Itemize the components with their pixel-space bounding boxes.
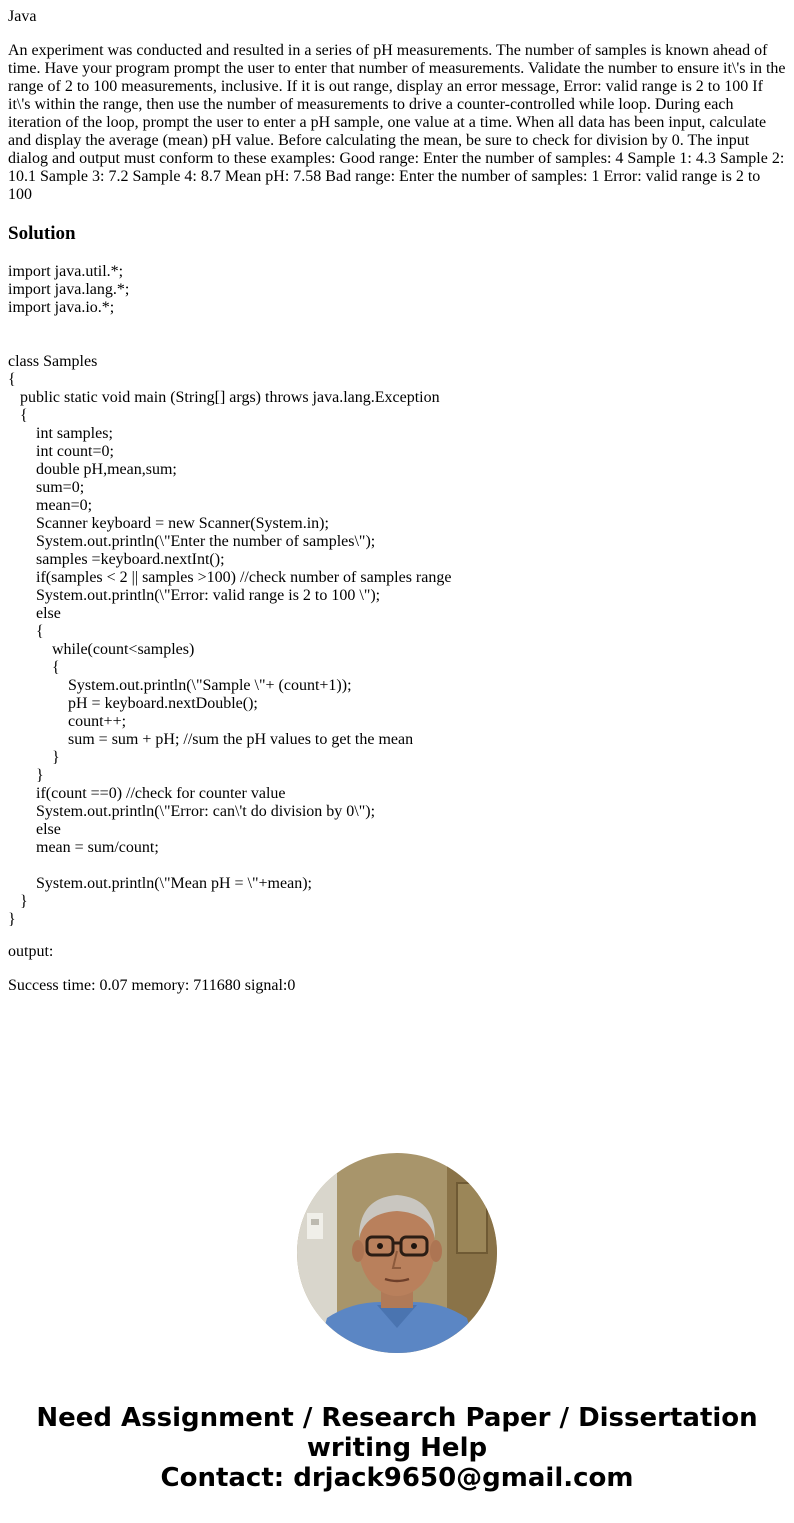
author-avatar [297,1153,497,1353]
promo-banner [0,1403,794,1493]
author-portrait-icon [297,1153,497,1353]
output-text: Success time: 0.07 memory: 711680 signal:0 [8,977,296,994]
solution-code: import java.util.*; import java.lang.*; import java.io.*; class Samples { public static void main (String[] args) throws java.lang.Exception { int samples; int count=0; double pH,mean,sum; sum=0; mean=0; Scanner keyboard = new Scanner(System.in); System.out.println(\"Enter the number of samples\"); samples =keyboard.nextInt(); if(samples < 2 || samples >100) //check number of samples range System.out.println(\"Error: valid range is 2 to 100 \"); else { while(count<samples) { System.out.println(\"Sample \"+ (count+1)); pH = keyboard.nextDouble(); count++; sum = sum + pH; //sum the pH values to get the mean } } if(count ==0) //check for counter value System.out.println(\"Error: can\'t do division by 0\"); else mean = sum/count; System.out.println(\"Mean pH = \"+mean); } } [8,263,452,928]
question-title: Java [8,8,37,25]
promo-contact: Contact: drjack9650@gmail.com [160,1463,634,1493]
promo-line-1: Need Assignment / Research Paper / Dissertation [36,1403,758,1433]
question-body: An experiment was conducted and resulted in a series of pH measurements. The number of samples is known ahead of time. Have your program prompt the user to enter that number of measurements. Validate the number to ensure it\'s in the range of 2 to 100 measurements, inclusive. If it is out range, display an error message, Error: valid range is 2 to 100 If it\'s within the range, then use the number of measurements to drive a counter-controlled while loop. During each iteration of the loop, prompt the user to enter a pH sample, one value at a time. When all data has been input, calculate and display the average (mean) pH value. Before calculating the mean, be sure to check for division by 0. The input dialog and output must conform to these examples: Good range: Enter the number of samples: 4 Sample 1: 4.3 Sample 2: 10.1 Sample 3: 7.2 Sample 4: 8.7 Mean pH: 7.58 Bad range: Enter the number of samples: 1 Error: valid range is 2 to 100 [8,42,786,203]
promo-line-2: writing Help [306,1433,488,1463]
output-label: output: [8,943,54,960]
solution-heading: Solution [8,223,76,244]
